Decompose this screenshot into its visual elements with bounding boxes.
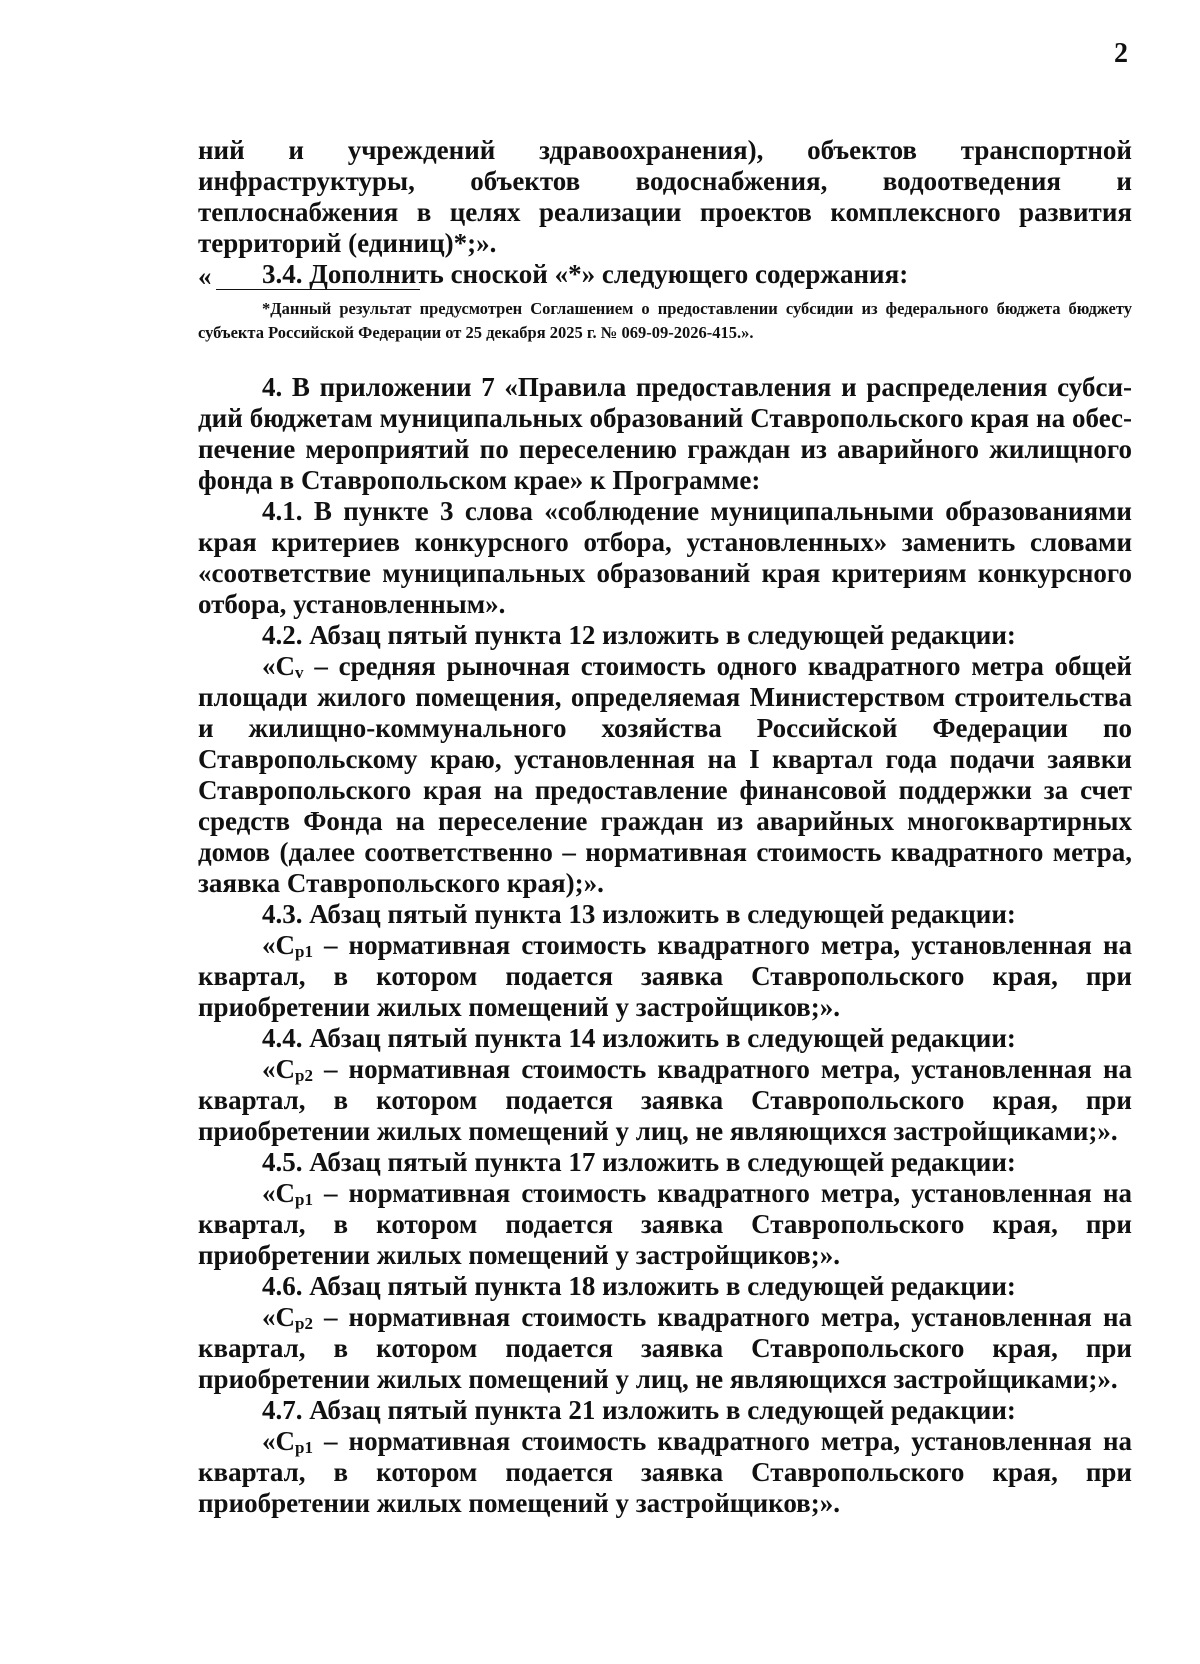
footnote [198,297,1132,345]
paragraph-text: – нормативная стоимость квадратного метра, установленная на квартал, в котором подается заявка Ставропольского края, при приобретении жилых помещений у застройщиков;». [198,1178,1132,1270]
paragraph-text: 4.1. В пункте 3 слова «соблюдение муниципальными образованиями края критериев конкурсного отбора, установленных» заменить словами «соответствие муниципальных образований края критериям конкурсного отбора, установленным». [198,496,1132,619]
formula-subscript: p2 [295,1314,313,1333]
paragraph-text: – нормативная стоимость квадратного метра, установленная на квартал, в котором подается заявка Ставропольского края, при приобретении жилых помещений у застройщиков;». [198,1426,1132,1518]
paragraph [198,496,1132,620]
formula-symbol: «С [262,1178,295,1208]
footnote-separator-line [216,289,420,290]
paragraph-text: 4.4. Абзац пятый пункта 14 изложить в следующей редакции: [262,1023,1016,1053]
paragraph-text: ний и учреждений здравоохранения), объектов транспортной инфраструктуры, объектов водоснабжения, водоотведения и теплоснабжения в целях реализации проектов комплексного развития территорий (единиц)*;». [198,135,1132,258]
formula-symbol: «С [262,651,295,681]
formula-subscript: p1 [295,1438,313,1457]
formula-symbol: «С [262,1302,295,1332]
main-text-block [198,372,1132,1519]
paragraph [198,620,1132,651]
footnote-open-quote: « [198,261,212,291]
paragraph [198,135,1132,259]
paragraph [198,930,1132,1023]
paragraph-text: – нормативная стоимость квадратного метра, установленная на квартал, в котором подается заявка Ставропольского края, при приобретении жилых помещений у лиц, не являющихся застройщиками;». [198,1302,1132,1394]
paragraph-text: – нормативная стоимость квадратного метра, установленная на квартал, в котором подается заявка Ставропольского края, при приобретении жилых помещений у лиц, не являющихся застройщиками;». [198,1054,1132,1146]
top-text-block [198,135,1132,290]
paragraph-text: 4.3. Абзац пятый пункта 13 изложить в следующей редакции: [262,899,1016,929]
paragraph [198,651,1132,899]
paragraph-text: 4.7. Абзац пятый пункта 21 изложить в следующей редакции: [262,1395,1016,1425]
paragraph [198,372,1132,496]
paragraph [198,1147,1132,1178]
formula-subscript: v [295,663,304,682]
formula-subscript: p1 [295,942,313,961]
paragraph [198,1271,1132,1302]
paragraph-text: 4.2. Абзац пятый пункта 12 изложить в следующей редакции: [262,620,1016,650]
formula-symbol: «С [262,1054,295,1084]
paragraph [198,1302,1132,1395]
paragraph-text: 4.6. Абзац пятый пункта 18 изложить в следующей редакции: [262,1271,1016,1301]
paragraph [198,1395,1132,1426]
paragraph-text: – средняя рыночная стоимость одного квадратного метра общей площади жилого помещения, определяемая Министерством строительства и жилищно-коммунального хозяйства Российской Федерации по Ставропольскому краю, установленная на I квартал года подачи заявки Ставропольского края на предоставление финансовой поддержки за счет средств Фонда на переселение граждан из аварийных многоквартирных домов (далее соответственно – нормативная стоимость квадратного метра, заявка Ставропольского края);». [198,651,1132,898]
paragraph [198,899,1132,930]
paragraph [198,1426,1132,1519]
paragraph-text: – нормативная стоимость квадратного метра, установленная на квартал, в котором подается заявка Ставропольского края, при приобретении жилых помещений у застройщиков;». [198,930,1132,1022]
footnote-text: *Данный результат предусмотрен Соглашением о предоставлении субсидии из федерального бюджета бюджету субъекта Российской Федерации от 25 декабря 2025 г. № 069-09-2026-415.». [198,299,1132,342]
paragraph [198,259,1132,290]
formula-subscript: p2 [295,1066,313,1085]
paragraph [198,1178,1132,1271]
page-number: 2 [1114,38,1128,69]
formula-symbol: «С [262,930,295,960]
paragraph-text: 4. В приложении 7 «Правила предоставления и распределения субсидий бюджетам муниципальных образований Ставропольского края на обеспечение мероприятий по переселению граждан из аварийного жилищного фонда в Ставропольском крае» к Программе: [198,372,1132,495]
formula-subscript: p1 [295,1190,313,1209]
paragraph-text: 3.4. Дополнить сноской «*» следующего содержания: [262,259,909,289]
paragraph [198,1023,1132,1054]
formula-symbol: «С [262,1426,295,1456]
paragraph-text: 4.5. Абзац пятый пункта 17 изложить в следующей редакции: [262,1147,1016,1177]
paragraph [198,1054,1132,1147]
